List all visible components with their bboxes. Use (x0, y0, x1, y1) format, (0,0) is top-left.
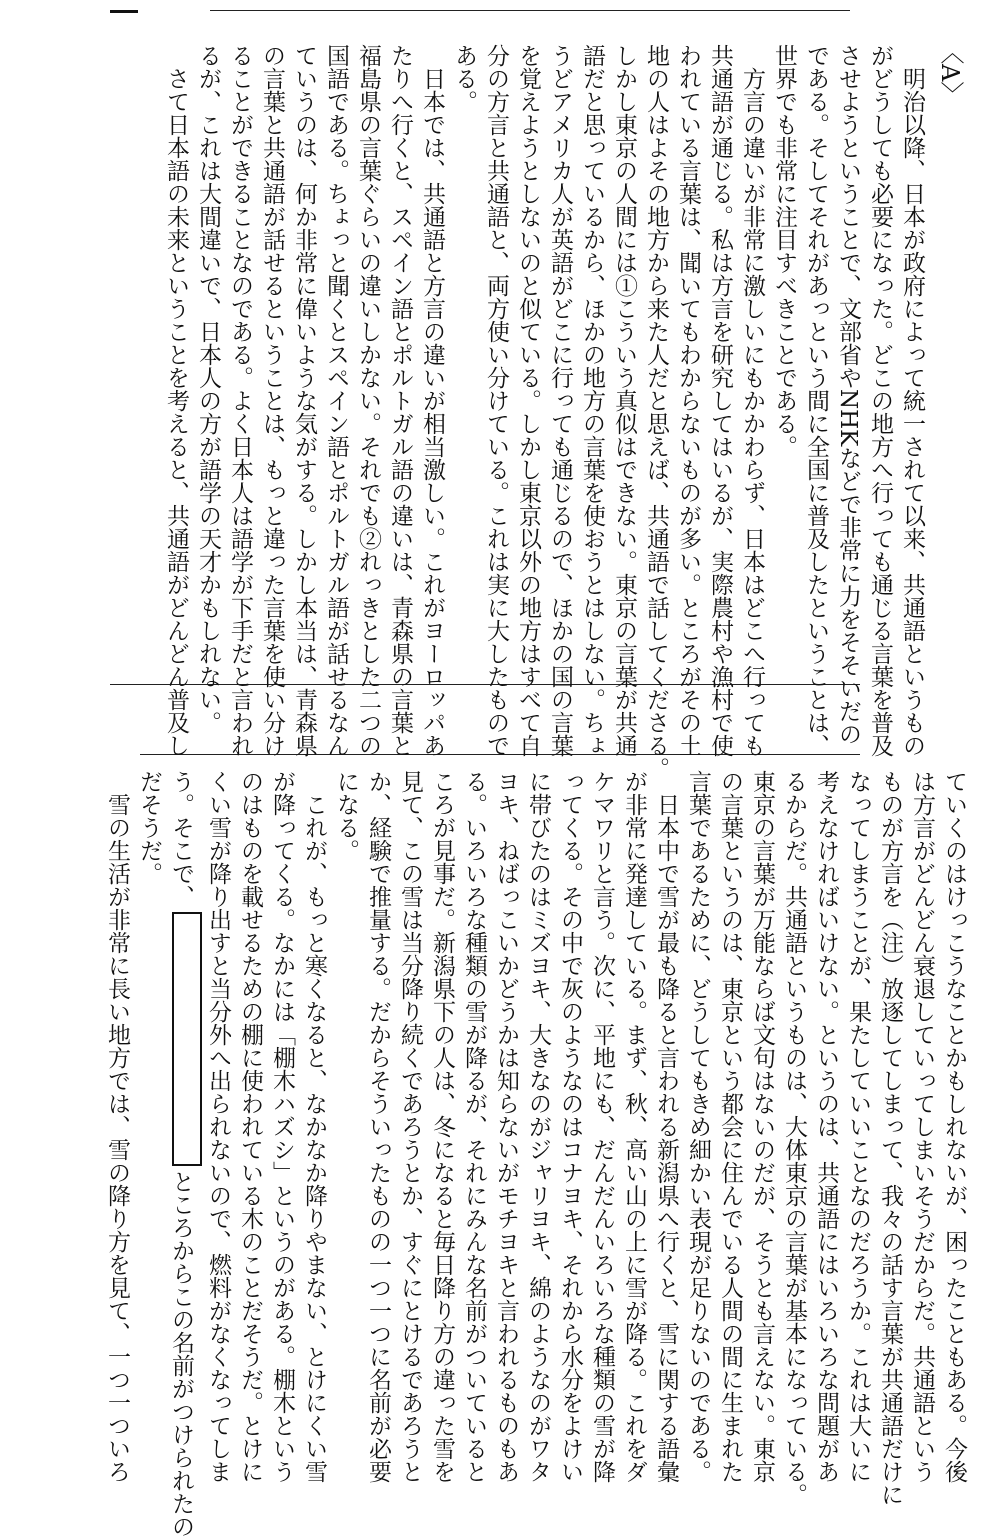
text-column: 語だと思っているから、ほかの地方の言葉を使おうとはしない。ちょ (579, 44, 605, 757)
text-column: たりへ行くと、スペイン語とポルトガル語の違いは、青森県の言葉と (387, 44, 413, 757)
text-column: がどうしても必要になった。どこの地方へ行っても通じる言葉を普及 (867, 44, 893, 757)
text-column: 明治以降、日本が政府によって統一されて以来、共通語というもの (899, 44, 925, 757)
text-column: が降ってくる。なかには「棚木ハズシ」というのがある。棚木という (269, 770, 295, 1483)
top-left-tab-mark (110, 10, 138, 13)
text-column: 共通語が通じる。私は方言を研究してはいるが、実際農村や漁村で使 (707, 44, 733, 757)
text-column: われている言葉は、聞いてもわからないものが多い。ところがその土 (675, 44, 701, 757)
text-column: 見て、この雪は当分降り続くであろうとか、すぐにとけるであろうと (397, 770, 423, 1483)
text-column: る。いろいろな種類の雪が降るが、それにみんな名前がついていると (461, 770, 487, 1483)
text-column: 考えなければいけない。というのは、共通語にはいろいろな問題があ (813, 770, 839, 1483)
text-column: 東京の言葉が万能ならば文句はないのだが、そうとも言えない。東京 (749, 770, 775, 1483)
text-column: ものが方言を（注）放逐してしまって、我々の話す言葉が共通語だけに (877, 770, 903, 1506)
text-column: ころが見事だ。新潟県下の人は、冬になると毎日降り方の違った雪を (429, 770, 455, 1483)
text-column: のはものを載せるための棚に使われている木のことだそうだ。とけに (237, 770, 263, 1483)
text-column: なってしまうことが、果たしていいことなのだろうか。これは大いに (845, 770, 871, 1483)
text-column: 言葉であるために、どうしてもきめ細かい表現が足りないのである。 (685, 770, 711, 1483)
text-column: の言葉と共通語が話せるということは、もっと違った言葉を使い分け (259, 44, 285, 757)
text-column: 雪の生活が非常に長い地方では、雪の降り方を見て、一つ一ついろ (104, 770, 130, 1483)
text-column: に帯びたのはミズヨキ、大きなのがジャリヨキ、綿のようなのがワタ (525, 770, 551, 1483)
text-column: 福島県の言葉ぐらいの違いしかない。それでも②れっきとした二つの (355, 44, 381, 757)
text-column: ヨキ、ねばっこいかどうかは知らないがモチヨキと言われるものもあ (493, 770, 519, 1483)
text-column: 日本中で雪が最も降ると言われる新潟県へ行くと、雪に関する語彙 (653, 770, 679, 1483)
text-column: ある。 (451, 44, 477, 113)
text-column: ケマワリと言う。次に、平地にも、だんだんいろいろな種類の雪が降 (589, 770, 615, 1483)
top-rule (210, 10, 850, 11)
text-column: 方言の違いが非常に激しいにもかかわらず、日本はどこへ行っても (739, 44, 765, 757)
text-column: になる。 (333, 770, 359, 862)
blank-line-after: ところからこの名前がつけられたの (168, 1170, 194, 1538)
text-column: ていくのはけっこうなことかもしれないが、困ったこともある。今後 (941, 770, 967, 1483)
text-column: 分の方言と共通語と、両方使い分けている。これは実に大したもので (483, 44, 509, 757)
blank-line-before: う。そこで、 (168, 770, 194, 908)
text-column: 世界でも非常に注目すべきことである。 (771, 44, 797, 458)
text-column: これが、もっと寒くなると、なかなか降りやまない、とけにくい雪 (301, 770, 327, 1483)
text-column: うどアメリカ人が英語がどこに行っても通じるので、ほかの国の言葉 (547, 44, 573, 757)
section-b-text (20, 770, 970, 1538)
text-column: くい雪が降り出すと当分外へ出られないので、燃料がなくなってしま (205, 770, 231, 1483)
text-column: は方言がどんどん衰退していってしまいそうだからだ。共通語という (909, 770, 935, 1483)
text-column: 地の人はよその地方から来た人だと思えば、共通語で話してくださる。 (643, 44, 669, 780)
text-column: か、経験で推量する。だからそういったものの一つ一つに名前が必要 (365, 770, 391, 1483)
answer-blank-box[interactable] (172, 912, 202, 1166)
text-column: が非常に発達している。まず、秋、高い山の上に雪が降る。これをダ (621, 770, 647, 1483)
text-column: ることができることなのである。よく日本人は語学が下手だと言われ (227, 44, 253, 757)
text-column: 国語である。ちょっと聞くとスペイン語とポルトガル語が話せるなん (323, 44, 349, 757)
text-column: しかし東京の人間には①こういう真似はできない。東京の言葉が共通 (611, 44, 637, 757)
text-column: さて日本語の未来ということを考えると、共通語がどんどん普及し (163, 44, 189, 757)
text-column: るが、これは大間違いで、日本人の方が語学の天才かもしれない。 (195, 44, 221, 734)
text-column: 日本では、共通語と方言の違いが相当激しい。これがヨーロッパあ (419, 44, 445, 757)
text-column: である。そしてそれがあっという間に全国に普及したということは、 (803, 44, 829, 757)
text-column: ていうのは、何か非常に偉いような気がする。しかし本当は、青森県 (291, 44, 317, 757)
section-a-text (138, 44, 928, 780)
text-column: るからだ。共通語というものは、大体東京の言葉が基本になっている。 (781, 770, 807, 1506)
section-a-label: 〈A〉 (936, 40, 964, 106)
text-column: だそうだ。 (136, 770, 162, 885)
text-column: させようということで、文部省やNHKなどで非常に力をそそいだの (835, 44, 861, 746)
text-column-with-blank (165, 770, 202, 1538)
text-column: の言葉というのは、東京という都会に住んでいる人間の間に生まれた (717, 770, 743, 1483)
text-column: ってくる。その中で灰のようなのはコナヨキ、それから水分をよけい (557, 770, 583, 1483)
text-column: を覚えようとしないのと似ている。しかし東京以外の地方はすべて自 (515, 44, 541, 757)
